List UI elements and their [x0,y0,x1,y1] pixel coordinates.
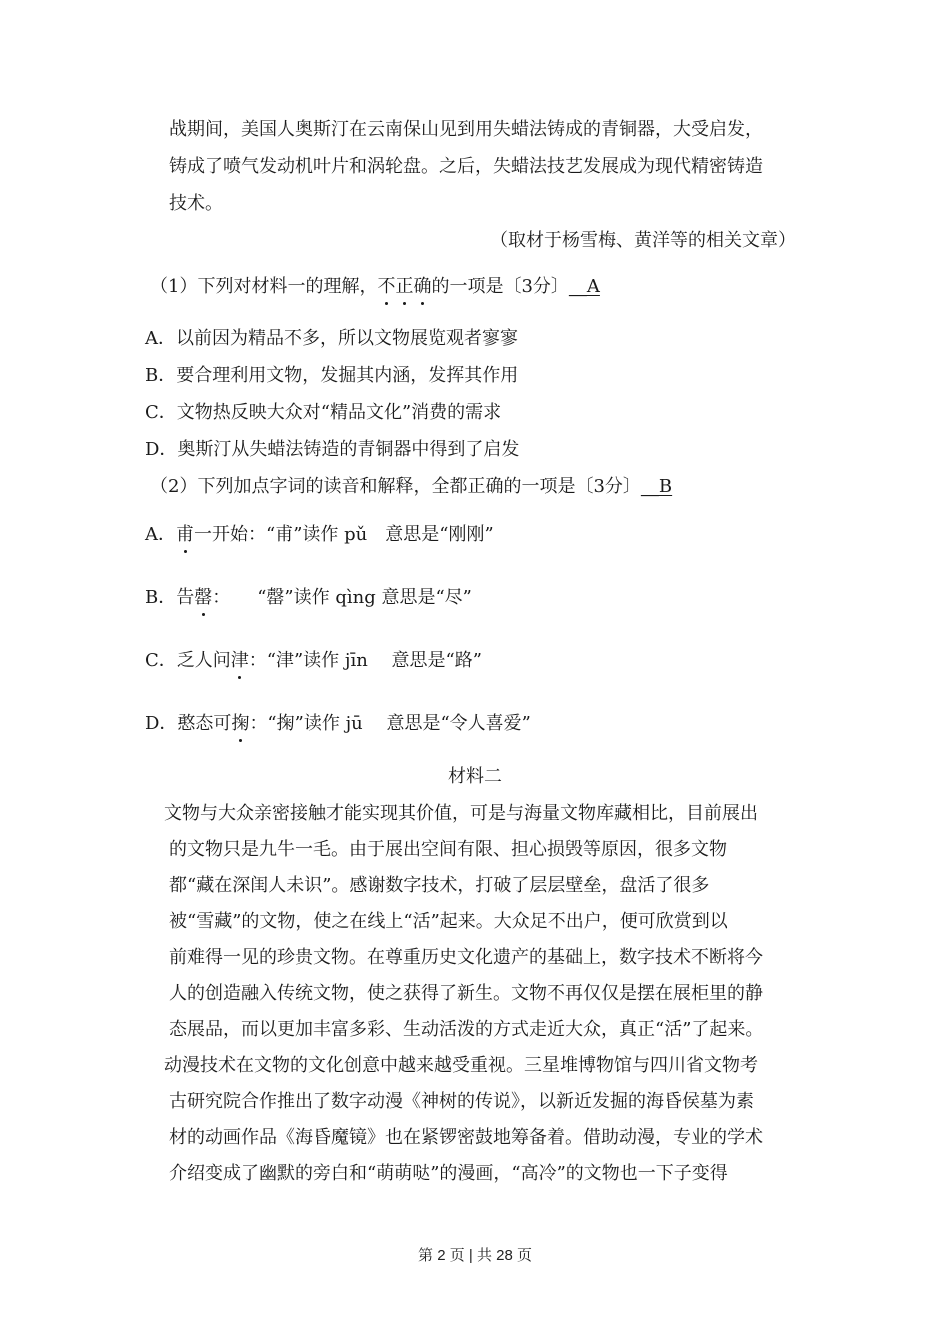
option-b [145,586,472,610]
paragraph-line: 前难得一见的珍贵文物。在尊重历史文化遗产的基础上，数字技术不断将今 [169,947,763,968]
paragraph-line: 动漫技术在文物的文化创意中越来越受重视。三星堆博物馆与四川省文物考 [164,1055,758,1076]
option-text: 一开始：“甫”读作 pǔ 意思是“刚刚” [194,524,494,545]
emphasis-char: 确 [413,276,432,297]
option-a: A．以前因为精品不多，所以文物展览观者寥寥 [145,328,518,349]
paragraph-line: 文物与大众亲密接触才能实现其价值，可是与海量文物库藏相比，目前展出 [164,803,758,824]
emphasis-char: 正 [395,276,414,297]
option-text: ：“掬”读作 jū 意思是“令人喜爱” [249,713,531,734]
option-c [145,649,482,673]
paragraph-line: 材的动画作品《海昏魔镜》也在紧锣密鼓地筹备着。借助动漫，专业的学术 [169,1127,763,1148]
emphasis-char: 甫 [176,524,194,545]
emphasis-char: 罄 [194,587,213,608]
paragraph-line: 介绍变成了幽默的旁白和“萌萌哒”的漫画，“高冷”的文物也一下子变得 [169,1163,728,1184]
paragraph-line: 铸成了喷气发动机叶片和涡轮盘。之后，失蜡法技艺发展成为现代精密铸造 [169,156,763,177]
option-text: ： “罄”读作 qìng 意思是“尽” [212,587,472,608]
question-1-stem [150,275,600,299]
source-note: （取材于杨雪梅、黄洋等的相关文章） [490,230,796,251]
emphasis-char: 不 [377,276,396,297]
question-1-prefix: （1）下列对材料一的理解， [150,276,378,297]
paragraph-line: 态展品，而以更加丰富多彩、生动活泼的方式走近大众，真正“活”了起来。 [169,1019,764,1040]
paragraph-line: 人的创造融入传统文物，使之获得了新生。文物不再仅仅是摆在展柜里的静 [169,983,763,1004]
option-label: C．乏人问 [145,650,231,671]
option-d [145,712,531,736]
option-label: A． [145,524,176,545]
question-2-text: （2）下列加点字词的读音和解释，全都正确的一项是〔3分〕 [150,476,641,497]
paragraph-line: 被“雪藏”的文物，使之在线上“活”起来。大众足不出户，便可欣赏到以 [169,911,728,932]
paragraph-line: 的文物只是九牛一毛。由于展出空间有限、担心损毁等原因，很多文物 [169,839,727,860]
paragraph-line: 都“藏在深闺人未识”。感谢数字技术，打破了层层壁垒，盘活了很多 [169,875,710,896]
material-two-title: 材料二 [448,766,502,787]
emphasis-char: 津 [230,650,249,671]
option-label: D．憨态可 [145,713,232,734]
page-footer: 第 2 页 | 共 28 页 [418,1247,532,1264]
question-1-suffix: 的一项是〔3分〕 [431,276,569,297]
option-d: D．奥斯汀从失蜡法铸造的青铜器中得到了启发 [145,439,520,460]
question-2-stem [150,475,672,499]
question-2-answer: __B [640,476,673,497]
paragraph-line: 战期间，美国人奥斯汀在云南保山见到用失蜡法铸成的青铜器，大受启发， [169,119,763,140]
paragraph-line: 技术。 [169,193,223,214]
paragraph-line: 古研究院合作推出了数字动漫《神树的传说》，以新近发掘的海昏侯墓为素 [169,1091,754,1112]
option-label: B．告 [145,587,195,608]
option-text: ：“津”读作 jīn 意思是“路” [248,650,482,671]
option-b: B．要合理利用文物，发掘其内涵，发挥其作用 [145,365,519,386]
option-a [145,523,494,547]
emphasis-char: 掬 [231,713,250,734]
question-1-answer: __A [568,276,600,297]
option-c: C．文物热反映大众对“精品文化”消费的需求 [145,402,502,423]
